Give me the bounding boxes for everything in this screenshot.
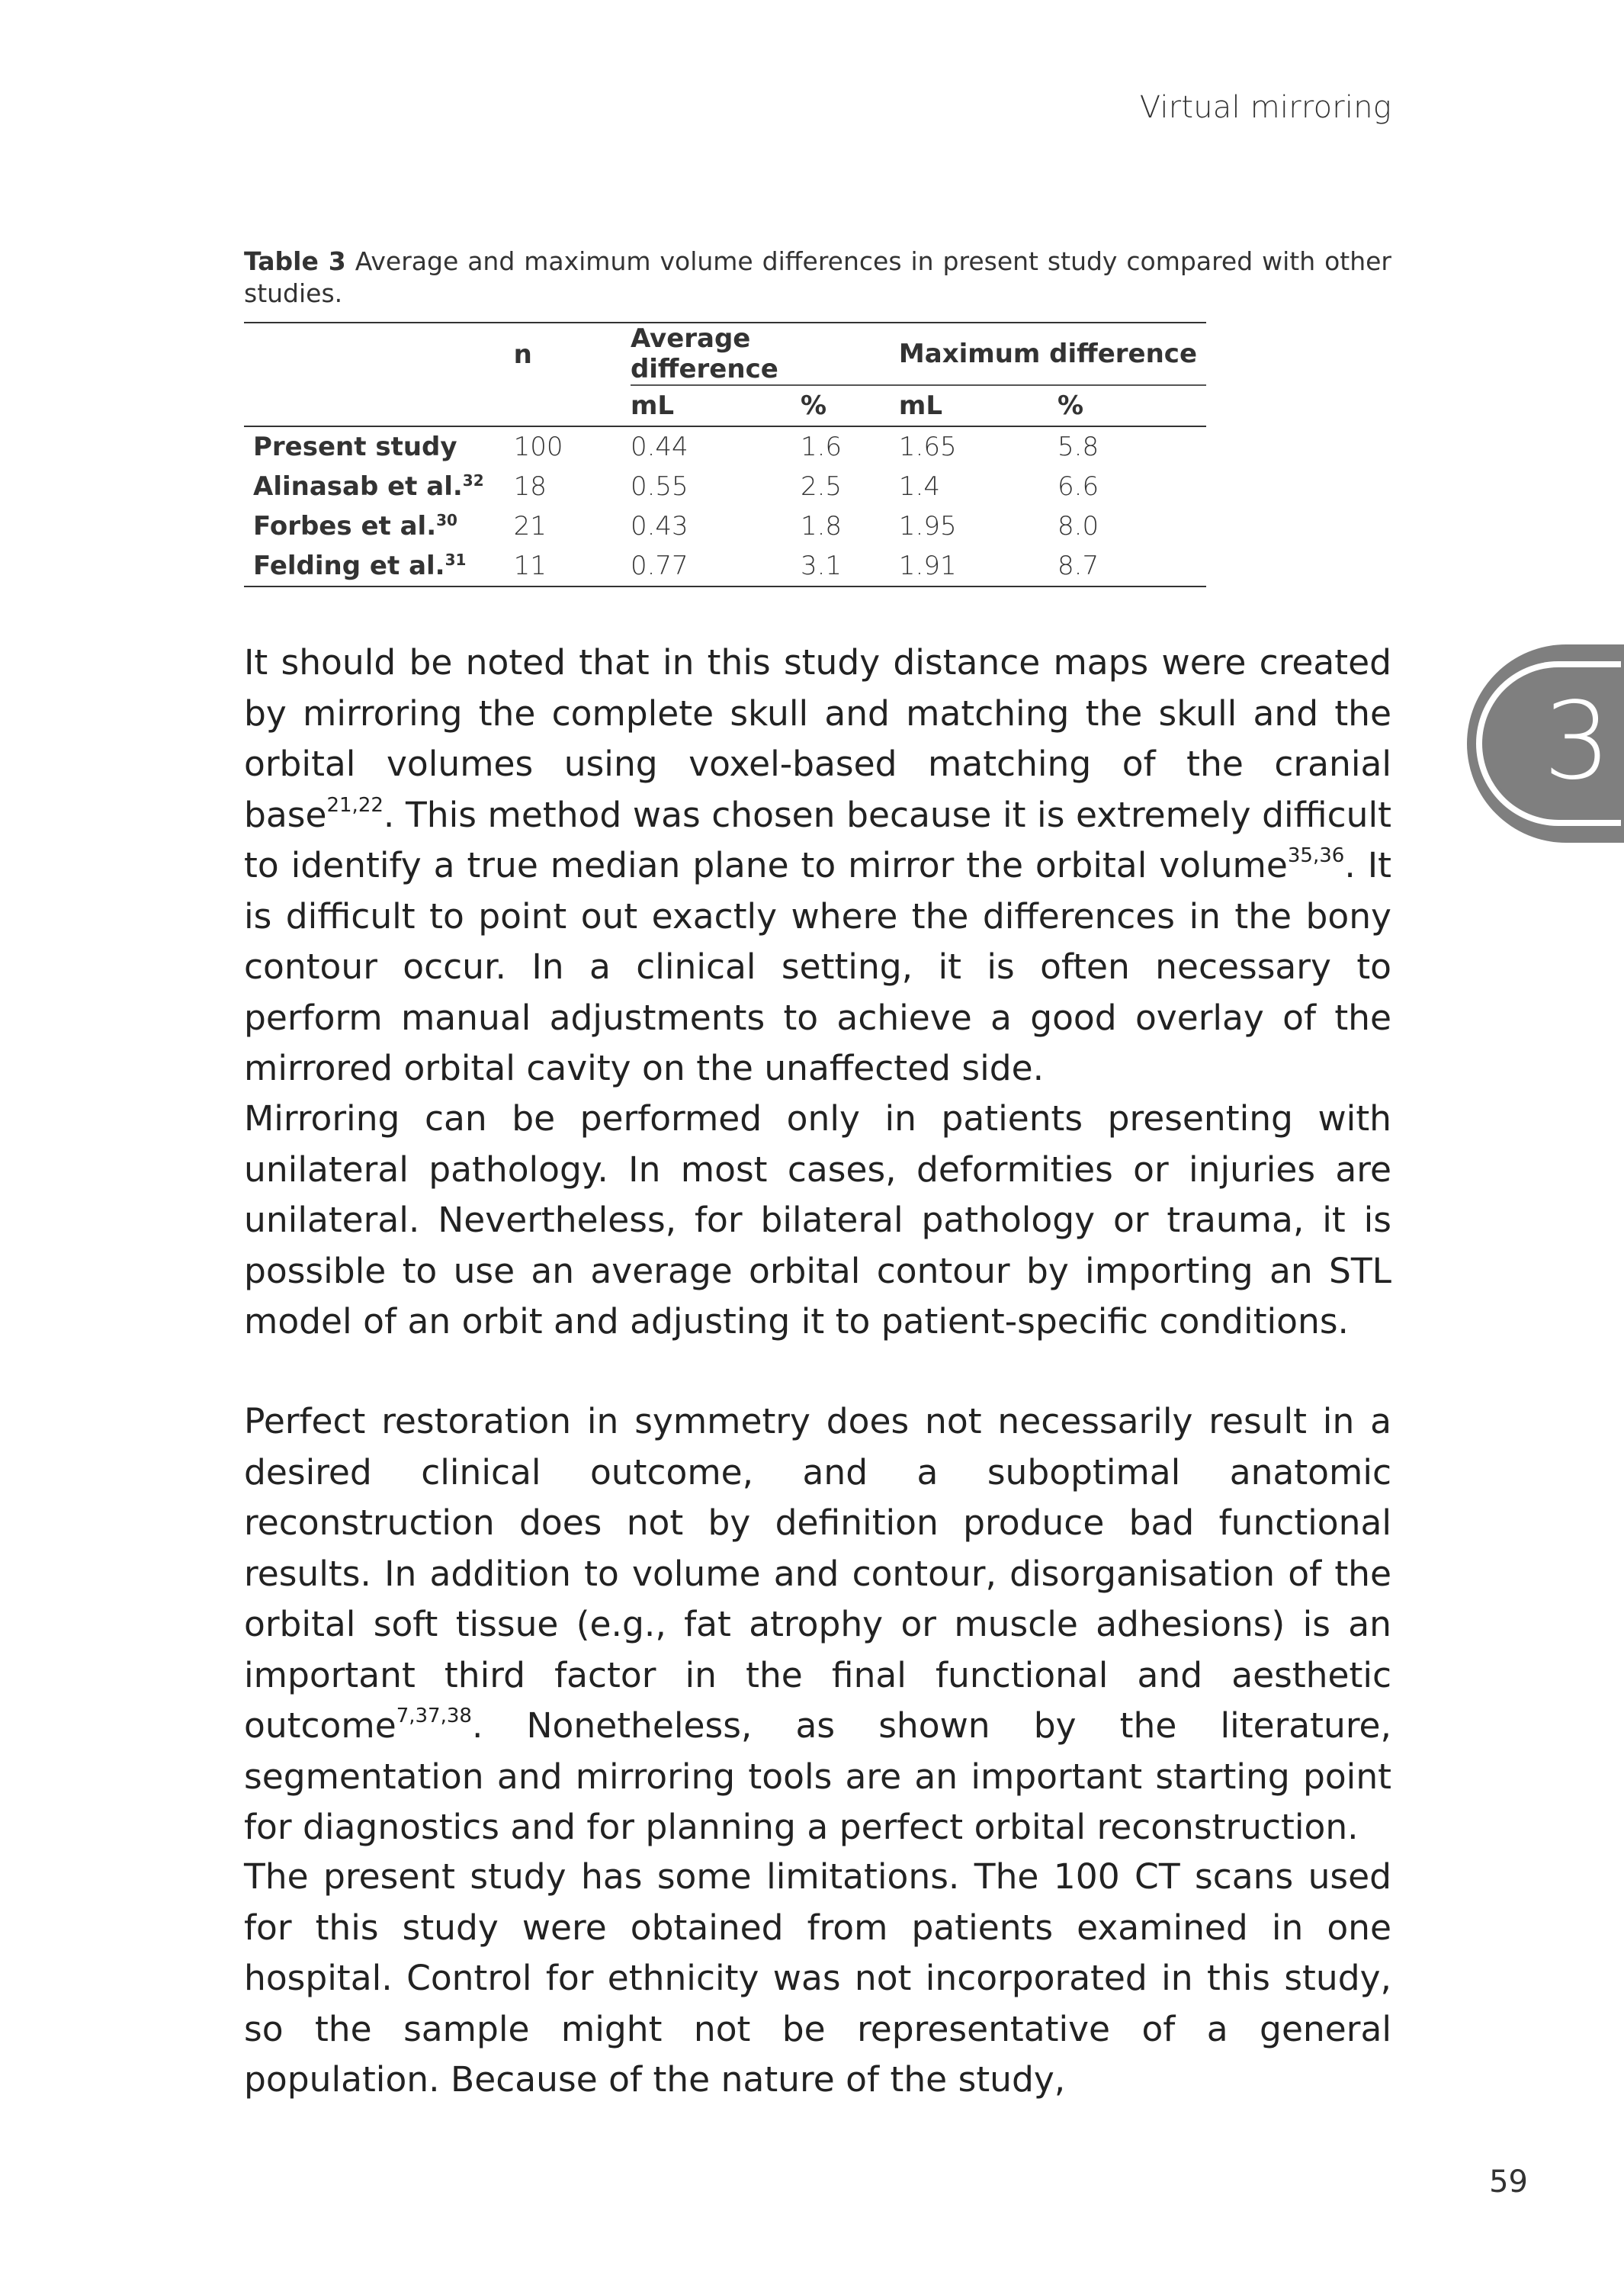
- table-row: [244, 506, 1206, 546]
- table-row: [244, 467, 1206, 506]
- citation-superscript: 7,37,38: [396, 1705, 472, 1727]
- cell-max-ml: 1.95: [898, 511, 957, 541]
- results-table: [244, 322, 1206, 587]
- table-caption: [244, 246, 1391, 310]
- subheader-max-ml: mL: [899, 385, 1058, 426]
- header-average-difference: Average difference: [631, 323, 899, 385]
- study-name: Present study: [253, 432, 457, 462]
- cell-max-pct: 8.0: [1058, 511, 1099, 541]
- cell-max-ml: 1.4: [898, 471, 940, 502]
- running-header-title: Virtual mirroring: [1139, 90, 1391, 125]
- chapter-tab: [1467, 644, 1624, 843]
- body-paragraph: The present study has some limitations. The 100 CT scans used for this study were obtained from patients examined in one hospital. Control for ethnicity was not incorporated in this study, so the sample might not be representative of a general population. Because of the nature of the study,: [244, 1856, 1391, 2100]
- cell-avg-ml: 0.55: [630, 471, 688, 502]
- table-row: [244, 546, 1206, 586]
- cell-n: 100: [513, 432, 563, 462]
- reference-superscript: 30: [436, 511, 457, 529]
- page-number: 59: [1489, 2164, 1528, 2200]
- body-paragraph: Perfect restoration in symmetry does not necessarily result in a desired clinical outcome, and a suboptimal anatomic reconstruction does not by definition produce bad functional results. In addition to volume and contour, disorganisation of the orbital soft tissue (e.g., fat atrophy or muscle adhesions) is an important third factor in the final functional and aesthetic outcome$^{7,37,38}$. Nonetheless, as shown by the literature, segmentation and mirroring tools are an important starting point for diagnostics and for planning a perfect orbital reconstruction.: [244, 1401, 1391, 1847]
- body-paragraph: It should be noted that in this study distance maps were created by mirroring the complete skull and matching the skull and the orbital volumes using voxel-based matching of the cranial base$^{21,22}$. This method was chosen because it is extremely difficult to identify a true median plane to mirror the orbital volume$^{35,36}$. It is difficult to point out exactly where the differences in the bony contour occur. In a clinical setting, it is often necessary to perform manual adjustments to achieve a good overlay of the mirrored orbital cavity on the unaffected side.: [244, 642, 1392, 1088]
- header-maximum-difference: Maximum difference: [899, 323, 1206, 385]
- table-subheader-row: [244, 385, 1206, 426]
- cell-avg-ml: 0.43: [630, 511, 688, 541]
- study-name: Alinasab et al.$^{32}$: [253, 471, 484, 502]
- cell-max-pct: 8.7: [1058, 546, 1206, 586]
- cell-avg-pct: 1.6: [800, 432, 842, 462]
- chapter-number: 3: [1543, 680, 1612, 804]
- citation-superscript: 21,22: [326, 793, 384, 817]
- cell-n: 21: [513, 511, 547, 541]
- cell-avg-ml: 0.77: [631, 546, 801, 586]
- header-cell-blank: [244, 323, 514, 385]
- table-caption-label: Table 3: [244, 246, 346, 276]
- reference-superscript: 32: [462, 471, 484, 490]
- cell-max-ml: 1.91: [899, 546, 1058, 586]
- subheader-avg-ml: mL: [631, 385, 801, 426]
- cell-avg-pct: 3.1: [801, 546, 899, 586]
- table-caption-text: Average and maximum volume differences in present study compared with other studies.: [244, 246, 1391, 308]
- subheader-blank-n: [514, 385, 631, 426]
- cell-n: 11: [514, 546, 631, 586]
- citation-superscript: 35,36: [1287, 844, 1345, 867]
- cell-n: 18: [513, 471, 547, 502]
- cell-max-ml: 1.65: [898, 432, 957, 462]
- subheader-avg-pct: %: [801, 385, 899, 426]
- cell-avg-pct: 1.8: [800, 511, 842, 541]
- reference-superscript: 31: [445, 551, 467, 569]
- header-n: n: [514, 323, 631, 385]
- cell-avg-ml: 0.44: [630, 432, 688, 462]
- cell-avg-pct: 2.5: [800, 471, 842, 502]
- table-row: [244, 426, 1206, 467]
- study-name: Forbes et al.$^{30}$: [253, 511, 457, 541]
- subheader-blank: [244, 385, 514, 426]
- subheader-max-pct: %: [1058, 385, 1206, 426]
- body-paragraph: Mirroring can be performed only in patients presenting with unilateral pathology. In most cases, deformities or injuries are unilateral. Nevertheless, for bilateral pathology or trauma, it is possible to use an average orbital contour by importing an STL model of an orbit and adjusting it to patient-specific conditions.: [244, 1098, 1391, 1342]
- cell-max-pct: 5.8: [1058, 432, 1099, 462]
- study-name: Felding et al.$^{31}$: [244, 546, 514, 586]
- table-header-row: [244, 323, 1206, 385]
- cell-max-pct: 6.6: [1058, 471, 1099, 502]
